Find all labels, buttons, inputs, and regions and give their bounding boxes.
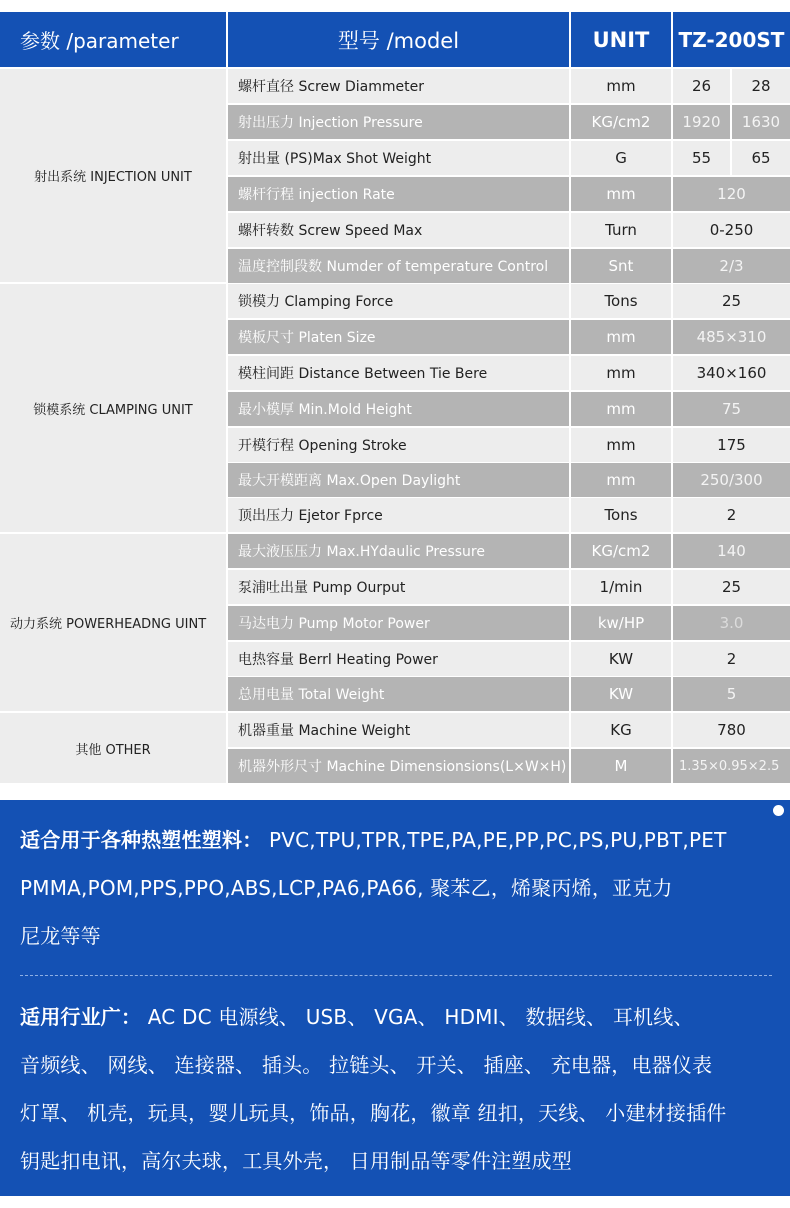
row-name: 最小模厚 Min.Mold Height bbox=[228, 392, 569, 426]
row-value: 250/300 bbox=[673, 463, 790, 497]
row-name: 马达电力 Pump Motor Power bbox=[228, 606, 569, 640]
materials-line-3: 尼龙等等 bbox=[20, 924, 101, 948]
row-name: 模板尺寸 Platen Size bbox=[228, 320, 569, 354]
row-name: 开模行程 Opening Stroke bbox=[228, 428, 569, 462]
row-name: 电热容量 Berrl Heating Power bbox=[228, 642, 569, 676]
table-row bbox=[228, 177, 790, 211]
row-name: 锁模力 Clamping Force bbox=[228, 284, 569, 318]
row-name: 顶出压力 Ejetor Fprce bbox=[228, 498, 569, 532]
row-unit: mm bbox=[571, 463, 671, 497]
row-value: 340×160 bbox=[673, 356, 790, 390]
row-unit: mm bbox=[571, 428, 671, 462]
row-value: 140 bbox=[673, 534, 790, 568]
row-unit: mm bbox=[571, 392, 671, 426]
row-name: 模柱间距 Distance Between Tie Bere bbox=[228, 356, 569, 390]
row-value-1: 26 bbox=[673, 69, 730, 103]
row-unit: KG bbox=[571, 713, 671, 747]
row-unit: KG/cm2 bbox=[571, 105, 671, 139]
materials-line-1 bbox=[20, 824, 726, 853]
header-parameter: 参数 /parameter bbox=[0, 12, 226, 67]
table-row bbox=[228, 69, 790, 103]
table-row bbox=[228, 284, 790, 318]
row-unit: mm bbox=[571, 356, 671, 390]
table-row bbox=[228, 249, 790, 283]
row-value: 0-250 bbox=[673, 213, 790, 247]
materials-line-2: PMMA,POM,PPS,PPO,ABS,LCP,PA6,PA66, 聚苯乙，烯聚丙烯，亚克力 bbox=[20, 876, 673, 900]
row-unit: KW bbox=[571, 677, 671, 711]
row-name: 泵浦吐出量 Pump Ourput bbox=[228, 570, 569, 604]
group-other: 其他 OTHER bbox=[0, 713, 226, 783]
materials-list-1: PVC,TPU,TPR,TPE,PA,PE,PP,PC,PS,PU,PBT,PET bbox=[262, 828, 727, 852]
row-value: 25 bbox=[673, 570, 790, 604]
row-value: 1.35×0.95×2.5 bbox=[673, 749, 790, 783]
row-value: 780 bbox=[673, 713, 790, 747]
industry-list-1: AC DC 电源线、 USB、 VGA、 HDMI、 数据线、 耳机线、 bbox=[141, 1005, 694, 1029]
industry-line-2: 音频线、 网线、 连接器、 插头。 拉链头、 开关、 插座、 充电器，电器仪表 bbox=[20, 1053, 713, 1077]
row-name: 射出压力 Injection Pressure bbox=[228, 105, 569, 139]
row-unit: mm bbox=[571, 177, 671, 211]
row-name: 最大液压压力 Max.HYdaulic Pressure bbox=[228, 534, 569, 568]
row-unit: Tons bbox=[571, 498, 671, 532]
row-value-1: 1920 bbox=[673, 105, 730, 139]
table-row bbox=[228, 642, 790, 676]
row-value: 75 bbox=[673, 392, 790, 426]
row-value-2: 1630 bbox=[732, 105, 790, 139]
row-value: 2 bbox=[673, 498, 790, 532]
table-row bbox=[228, 105, 790, 139]
row-unit: G bbox=[571, 141, 671, 175]
row-name: 总用电量 Total Weight bbox=[228, 677, 569, 711]
dot-icon bbox=[773, 805, 784, 816]
industry-line-4: 钥匙扣电讯，高尔夫球，工具外壳， 日用制品等零件注塑成型 bbox=[20, 1149, 572, 1173]
row-value: 25 bbox=[673, 284, 790, 318]
row-unit: mm bbox=[571, 69, 671, 103]
table-row bbox=[228, 356, 790, 390]
industry-label: 适用行业广： bbox=[20, 1005, 142, 1029]
header-model-name: TZ-200ST bbox=[673, 12, 790, 67]
group-clamping-unit: 锁模系统 CLAMPING UNIT bbox=[0, 284, 226, 532]
industry-line-3: 灯罩、 机壳，玩具，婴儿玩具，饰品，胸花，徽章 纽扣，天线、 小建材接插件 bbox=[20, 1101, 727, 1125]
row-name: 螺杆转数 Screw Speed Max bbox=[228, 213, 569, 247]
row-value: 2 bbox=[673, 642, 790, 676]
table-row bbox=[228, 392, 790, 426]
group-power-unit: 动力系统 POWERHEADNG UINT bbox=[0, 534, 226, 711]
row-unit: Snt bbox=[571, 249, 671, 283]
info-panel bbox=[0, 800, 790, 1196]
row-name: 最大开模距离 Max.Open Daylight bbox=[228, 463, 569, 497]
table-row bbox=[228, 141, 790, 175]
row-value: 5 bbox=[673, 677, 790, 711]
row-unit: kw/HP bbox=[571, 606, 671, 640]
header-unit: UNIT bbox=[571, 12, 671, 67]
industry-line-1 bbox=[20, 1001, 694, 1030]
table-row bbox=[228, 213, 790, 247]
table-row bbox=[228, 463, 790, 497]
row-unit: M bbox=[571, 749, 671, 783]
row-unit: Turn bbox=[571, 213, 671, 247]
row-name: 螺杆直径 Screw Diammeter bbox=[228, 69, 569, 103]
row-value: 120 bbox=[673, 177, 790, 211]
row-value-2: 28 bbox=[732, 69, 790, 103]
row-unit: 1/min bbox=[571, 570, 671, 604]
header-model: 型号 /model bbox=[228, 12, 569, 67]
row-name: 射出量 (PS)Max Shot Weight bbox=[228, 141, 569, 175]
row-unit: KG/cm2 bbox=[571, 534, 671, 568]
row-name: 温度控制段数 Numder of temperature Control bbox=[228, 249, 569, 283]
row-unit: KW bbox=[571, 642, 671, 676]
table-row bbox=[228, 570, 790, 604]
row-unit: Tons bbox=[571, 284, 671, 318]
table-row bbox=[228, 320, 790, 354]
materials-label: 适合用于各种热塑性塑料： bbox=[20, 828, 263, 852]
table-row bbox=[228, 606, 790, 640]
table-row bbox=[228, 677, 790, 711]
row-value: 2/3 bbox=[673, 249, 790, 283]
row-value: 175 bbox=[673, 428, 790, 462]
row-name: 机器外形尺寸 Machine Dimensionsions(L×W×H) bbox=[228, 749, 569, 783]
table-row bbox=[228, 749, 790, 783]
row-value: 3.0 bbox=[673, 606, 790, 640]
row-value-2: 65 bbox=[732, 141, 790, 175]
row-name: 机器重量 Machine Weight bbox=[228, 713, 569, 747]
row-value-1: 55 bbox=[673, 141, 730, 175]
table-row bbox=[228, 428, 790, 462]
row-value: 485×310 bbox=[673, 320, 790, 354]
table-row bbox=[228, 713, 790, 747]
table-row bbox=[228, 498, 790, 532]
table-row bbox=[228, 534, 790, 568]
dashed-divider bbox=[20, 975, 772, 976]
group-injection-unit: 射出系统 INJECTION UNIT bbox=[0, 69, 226, 282]
row-unit: mm bbox=[571, 320, 671, 354]
row-name: 螺杆行程 injection Rate bbox=[228, 177, 569, 211]
